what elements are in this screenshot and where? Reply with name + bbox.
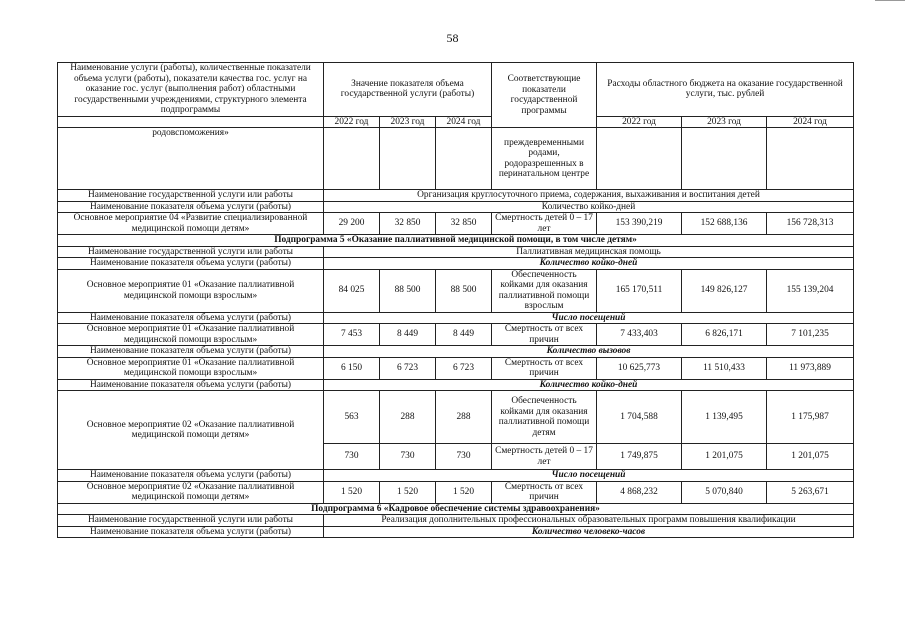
expense-2024: 11 973,889	[767, 357, 854, 379]
vol-label: Наименование показателя объема услуги (работы)	[58, 312, 324, 324]
program-indicator: Смертность от всех причин	[492, 324, 597, 346]
empty-cell	[597, 128, 682, 190]
program-indicator: Смертность детей 0 – 17 лет	[492, 444, 597, 470]
header-value: Значение показателя объема государственной услуги (работы)	[324, 63, 492, 117]
expense-2023: 11 510,433	[682, 357, 767, 379]
program-indicator: Обеспеченность койками для оказания паллиативной помощи детям	[492, 391, 597, 444]
expense-2024: 1 175,987	[767, 391, 854, 444]
expense-2023: 6 826,171	[682, 324, 767, 346]
measure-name: Основное мероприятие 01 «Оказание паллиативной медицинской помощи взрослым»	[58, 357, 324, 379]
table-row	[58, 128, 854, 190]
empty-cell	[380, 128, 436, 190]
program-indicator: Смертность от всех причин	[492, 357, 597, 379]
table-row	[58, 190, 854, 202]
corner-mark	[875, 0, 905, 1]
vol-label: Наименование показателя объема услуги (работы)	[58, 201, 324, 213]
vol-name: Количество койко-дней	[324, 258, 854, 270]
value-2024: 1 520	[436, 481, 492, 503]
subprogram-row	[58, 503, 854, 515]
value-2022: 7 453	[324, 324, 380, 346]
empty-cell	[324, 128, 380, 190]
program-indicator: Смертность детей 0 – 17 лет	[492, 213, 597, 235]
cont-name: родовспоможения»	[58, 128, 324, 190]
vol-label: Наименование показателя объема услуги (работы)	[58, 258, 324, 270]
empty-cell	[767, 128, 854, 190]
header-name-cont	[58, 116, 324, 128]
value-2024: 88 500	[436, 269, 492, 312]
value-2024: 730	[436, 444, 492, 470]
vol-name: Число посещений	[324, 470, 854, 482]
value-2024: 6 723	[436, 357, 492, 379]
vol-label: Наименование показателя объема услуги (работы)	[58, 346, 324, 358]
value-2022: 563	[324, 391, 380, 444]
measure-name: Основное мероприятие 02 «Оказание паллиативной медицинской помощи детям»	[58, 481, 324, 503]
value-2022: 1 520	[324, 481, 380, 503]
table-row	[58, 357, 854, 379]
value-2022: 84 025	[324, 269, 380, 312]
expense-2022: 10 625,773	[597, 357, 682, 379]
value-2022: 730	[324, 444, 380, 470]
program-indicator: Обеспеченность койками для оказания паллиативной помощи взрослым	[492, 269, 597, 312]
table-row	[58, 379, 854, 391]
value-2024: 8 449	[436, 324, 492, 346]
vol-label: Наименование показателя объема услуги (работы)	[58, 526, 324, 538]
expense-2023: 1 201,075	[682, 444, 767, 470]
value-2024: 288	[436, 391, 492, 444]
expense-2024: 7 101,235	[767, 324, 854, 346]
vol-name: Количество койко-дней	[324, 201, 854, 213]
expense-2022: 153 390,219	[597, 213, 682, 235]
measure-name: Основное мероприятие 04 «Развитие специализированной медицинской помощи детям»	[58, 213, 324, 235]
table-header-row	[58, 63, 854, 117]
value-2023: 8 449	[380, 324, 436, 346]
exp-year-2023: 2023 год	[682, 116, 767, 128]
table-row	[58, 470, 854, 482]
expense-2024: 156 728,313	[767, 213, 854, 235]
svc-name: Организация круглосуточного приема, содержания, выхаживания и воспитания детей	[324, 190, 854, 202]
expense-2024: 5 263,671	[767, 481, 854, 503]
table-row	[58, 391, 854, 444]
svc-label: Наименование государственной услуги или работы	[58, 246, 324, 258]
expense-2024: 1 201,075	[767, 444, 854, 470]
vol-name: Количество вызовов	[324, 346, 854, 358]
program-indicator: Смертность от всех причин	[492, 481, 597, 503]
subprogram-title: Подпрограмма 5 «Оказание паллиативной медицинской помощи, в том числе детям»	[58, 235, 854, 247]
exp-year-2024: 2024 год	[767, 116, 854, 128]
vol-name: Количество койко-дней	[324, 379, 854, 391]
table-row	[58, 324, 854, 346]
expense-2024: 155 139,204	[767, 269, 854, 312]
table-row	[58, 526, 854, 538]
measure-name: Основное мероприятие 01 «Оказание паллиативной медицинской помощи взрослым»	[58, 269, 324, 312]
table-row	[58, 481, 854, 503]
vol-label: Наименование показателя объема услуги (работы)	[58, 470, 324, 482]
value-2024: 32 850	[436, 213, 492, 235]
value-2023: 1 520	[380, 481, 436, 503]
expense-2023: 149 826,127	[682, 269, 767, 312]
expense-2022: 7 433,403	[597, 324, 682, 346]
table-row	[58, 269, 854, 312]
svc-name: Реализация дополнительных профессиональных образовательных программ повышения квалификации	[324, 515, 854, 527]
table-row	[58, 346, 854, 358]
value-2022: 6 150	[324, 357, 380, 379]
budget-table	[57, 62, 854, 538]
exp-year-2022: 2022 год	[597, 116, 682, 128]
header-expense: Расходы областного бюджета на оказание государственной услуги, тыс. рублей	[597, 63, 854, 117]
header-program: Соответствующие показатели государственной программы	[492, 63, 597, 128]
subprogram-title: Подпрограмма 6 «Кадровое обеспечение системы здравоохранения»	[58, 503, 854, 515]
svc-label: Наименование государственной услуги или работы	[58, 515, 324, 527]
value-2022: 29 200	[324, 213, 380, 235]
table-row	[58, 515, 854, 527]
vol-name: Число посещений	[324, 312, 854, 324]
year-2022: 2022 год	[324, 116, 380, 128]
measure-name: Основное мероприятие 02 «Оказание паллиативной медицинской помощи детям»	[58, 391, 324, 470]
year-2023: 2023 год	[380, 116, 436, 128]
empty-cell	[682, 128, 767, 190]
expense-2022: 1 704,588	[597, 391, 682, 444]
svc-name: Паллиативная медицинская помощь	[324, 246, 854, 258]
expense-2022: 165 170,511	[597, 269, 682, 312]
table-row	[58, 246, 854, 258]
subprogram-row	[58, 235, 854, 247]
value-2023: 288	[380, 391, 436, 444]
table-row	[58, 201, 854, 213]
value-2023: 88 500	[380, 269, 436, 312]
value-2023: 32 850	[380, 213, 436, 235]
year-2024: 2024 год	[436, 116, 492, 128]
expense-2022: 4 868,232	[597, 481, 682, 503]
value-2023: 6 723	[380, 357, 436, 379]
table-row	[58, 213, 854, 235]
page-number: 58	[446, 31, 459, 45]
value-2023: 730	[380, 444, 436, 470]
expense-2022: 1 749,875	[597, 444, 682, 470]
table-row	[58, 258, 854, 270]
measure-name: Основное мероприятие 01 «Оказание паллиативной медицинской помощи взрослым»	[58, 324, 324, 346]
cont-program: преждевременными родами, родоразрешенных в перинатальном центре	[492, 128, 597, 190]
table-row	[58, 312, 854, 324]
expense-2023: 1 139,495	[682, 391, 767, 444]
empty-cell	[436, 128, 492, 190]
vol-name: Количество человеко-часов	[324, 526, 854, 538]
expense-2023: 5 070,840	[682, 481, 767, 503]
table-years-row	[58, 116, 854, 128]
vol-label: Наименование показателя объема услуги (работы)	[58, 379, 324, 391]
expense-2023: 152 688,136	[682, 213, 767, 235]
header-name: Наименование услуги (работы), количественные показатели объема услуги (работы), показатели качества гос. услуг на оказание гос. услуг (выполнения работ) областными государственными учреждениями, структурного элемента подпрограммы	[58, 63, 324, 117]
svc-label: Наименование государственной услуги или работы	[58, 190, 324, 202]
